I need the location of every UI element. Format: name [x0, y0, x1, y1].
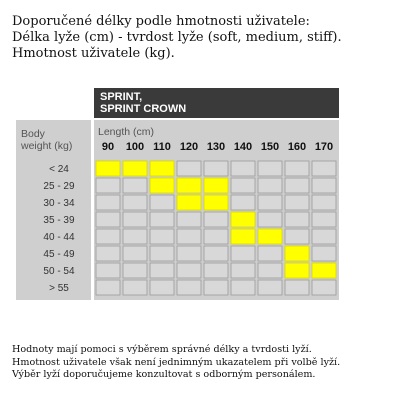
- grid-cell: [312, 280, 336, 295]
- column-label: 100: [125, 141, 145, 153]
- grid-cell: [231, 263, 255, 278]
- grid-cell: [258, 195, 282, 210]
- grid-cell: [150, 280, 174, 295]
- grid-cell: [285, 280, 309, 295]
- grid-cell-recommended: [231, 229, 255, 244]
- grid-cell: [96, 280, 120, 295]
- grid-cell-recommended: [150, 161, 174, 176]
- grid-cell-recommended: [123, 161, 147, 176]
- column-label: 160: [287, 141, 307, 153]
- grid-cell: [231, 161, 255, 176]
- grid-cell-recommended: [285, 246, 309, 261]
- grid-cell: [285, 178, 309, 193]
- column-label: 90: [101, 141, 115, 153]
- grid-cell: [123, 263, 147, 278]
- grid-cell: [204, 229, 228, 244]
- footnote-line-2: Hmotnost uživatele však není jednimným ukazatelem při volbě lyží.: [12, 356, 341, 368]
- grid-cell: [258, 246, 282, 261]
- row-label: 50 - 54: [43, 266, 75, 277]
- grid-cell: [231, 195, 255, 210]
- grid-cell: [231, 178, 255, 193]
- grid-cell: [312, 246, 336, 261]
- grid-cell: [177, 229, 201, 244]
- grid-cell: [285, 195, 309, 210]
- grid-cell-recommended: [177, 178, 201, 193]
- grid-cell: [258, 161, 282, 176]
- column-label: 110: [153, 141, 171, 153]
- grid-cell: [312, 161, 336, 176]
- column-label: 140: [233, 141, 253, 153]
- chart-title-line: SPRINT CROWN: [100, 103, 187, 115]
- grid-cell-recommended: [177, 195, 201, 210]
- grid-cell: [96, 263, 120, 278]
- column-header-label: Length (cm): [98, 126, 155, 138]
- grid-cell: [204, 263, 228, 278]
- grid-cell: [123, 229, 147, 244]
- grid-cell: [285, 161, 309, 176]
- row-label: 40 - 44: [43, 232, 75, 243]
- grid-cell-recommended: [231, 212, 255, 227]
- grid-cell: [150, 195, 174, 210]
- intro-line-2: Délka lyže (cm) - tvrdost lyže (soft, medium, stiff).: [12, 30, 342, 45]
- column-label: 120: [179, 141, 199, 153]
- grid-cell: [285, 229, 309, 244]
- grid-cell: [150, 229, 174, 244]
- grid-cell: [312, 195, 336, 210]
- row-label: 35 - 39: [43, 215, 75, 226]
- grid-cell: [204, 212, 228, 227]
- intro-line-1: Doporučené délky podle hmotnosti uživatele:: [12, 14, 310, 29]
- grid-cell: [150, 212, 174, 227]
- intro-line-3: Hmotnost uživatele (kg).: [12, 46, 175, 61]
- grid-cell: [96, 246, 120, 261]
- grid-cell: [123, 195, 147, 210]
- grid-cell: [177, 263, 201, 278]
- footnote-line-3: Výběr lyží doporučujeme konzultovat s odborným personálem.: [12, 369, 316, 380]
- row-label: > 55: [49, 283, 69, 294]
- grid-cell: [177, 212, 201, 227]
- grid-cell-recommended: [204, 178, 228, 193]
- grid-cell: [312, 178, 336, 193]
- chart-title-line: SPRINT,: [100, 91, 143, 103]
- grid-cell: [96, 178, 120, 193]
- grid-cell-recommended: [96, 161, 120, 176]
- grid-cell: [96, 195, 120, 210]
- grid-cell: [123, 178, 147, 193]
- grid-cell: [96, 229, 120, 244]
- grid-cell: [231, 246, 255, 261]
- row-label: 25 - 29: [43, 181, 75, 192]
- grid-cell: [204, 280, 228, 295]
- grid-cell: [204, 161, 228, 176]
- row-header-label: Body: [21, 128, 45, 140]
- grid-cell: [177, 246, 201, 261]
- grid-cell-recommended: [312, 263, 336, 278]
- grid-cell: [258, 263, 282, 278]
- grid-cell: [150, 246, 174, 261]
- column-label: 130: [206, 141, 226, 153]
- grid-cell: [96, 212, 120, 227]
- grid-cell: [258, 280, 282, 295]
- row-label: < 24: [49, 164, 69, 175]
- grid-cell: [231, 280, 255, 295]
- row-label: 30 - 34: [43, 198, 75, 209]
- grid-cell-recommended: [285, 263, 309, 278]
- grid-cell: [177, 280, 201, 295]
- grid-cell: [204, 246, 228, 261]
- grid-cell: [258, 178, 282, 193]
- grid-cell: [312, 229, 336, 244]
- grid-cell: [177, 161, 201, 176]
- grid-cell: [150, 263, 174, 278]
- grid-cell: [285, 212, 309, 227]
- footnote: [12, 344, 404, 382]
- grid-cell: [123, 212, 147, 227]
- grid-cell: [123, 280, 147, 295]
- row-label: 45 - 49: [43, 249, 75, 260]
- grid-cell: [258, 212, 282, 227]
- grid-cell: [123, 246, 147, 261]
- column-label: 150: [260, 141, 280, 153]
- footnote-line-1: Hodnoty mají pomoci s výběrem správné délky a tvrdosti lyží.: [12, 344, 312, 355]
- row-header-label: weight (kg): [21, 140, 73, 152]
- grid-cell: [312, 212, 336, 227]
- grid-cell-recommended: [204, 195, 228, 210]
- grid-cell-recommended: [150, 178, 174, 193]
- column-label: 170: [314, 141, 334, 153]
- grid-cell-recommended: [258, 229, 282, 244]
